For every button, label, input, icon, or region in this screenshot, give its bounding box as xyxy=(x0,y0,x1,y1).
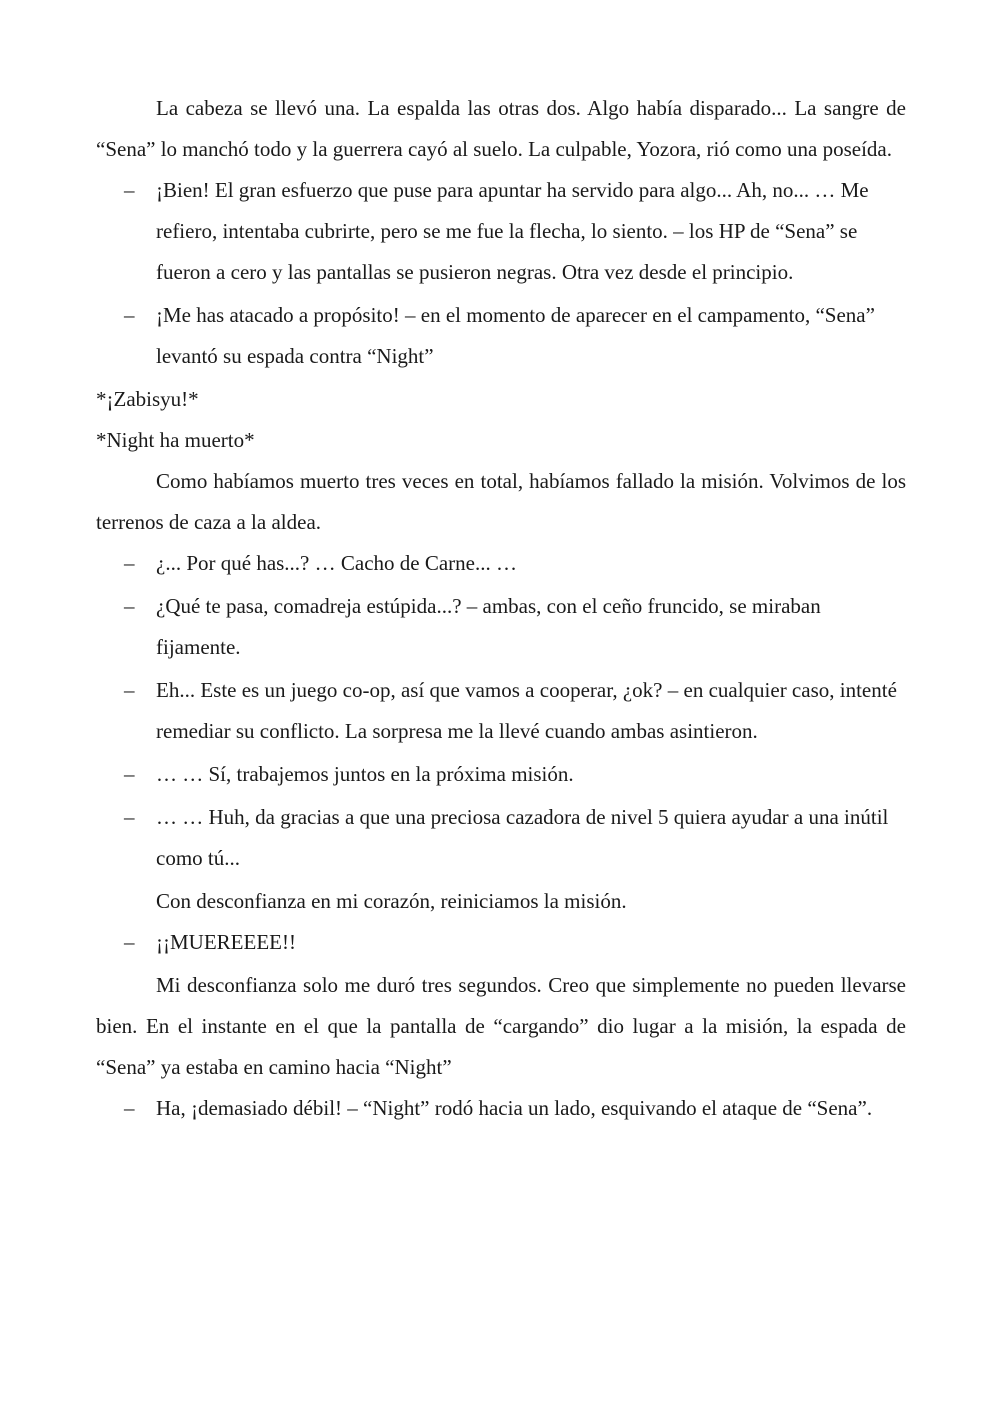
dialog-dash: – xyxy=(124,762,135,786)
dialog-text: … … Sí, trabajemos juntos en la próxima misión. xyxy=(156,762,574,786)
document-page xyxy=(96,88,906,1131)
game-message-line: *Night ha muerto* xyxy=(96,428,255,452)
dialog-dash: – xyxy=(124,805,135,829)
dialog-text: ¡Me has atacado a propósito! – en el momento de aparecer en el campamento, “Sena” levantó su espada contra “Night” xyxy=(156,303,875,368)
dialog-line xyxy=(96,754,906,795)
dialog-line xyxy=(96,586,906,668)
dialog-dash: – xyxy=(124,551,135,575)
narrative-paragraph: Mi desconfianza solo me duró tres segundos. Creo que simplemente no pueden llevarse bien. En el instante en el que la pantalla de “cargando” dio lugar a la misión, la espada de “Sena” ya estaba en camino hacia “Night” xyxy=(96,973,906,1079)
dialog-line xyxy=(96,170,906,293)
dialog-dash: – xyxy=(124,303,135,327)
dialog-line xyxy=(96,922,906,963)
dialog-dash: – xyxy=(124,594,135,618)
dialog-text: ¡¡MUEREEEE!! xyxy=(156,930,296,954)
dialog-dash: – xyxy=(124,1096,135,1120)
dialog-line xyxy=(96,670,906,752)
dialog-text: Eh... Este es un juego co-op, así que vamos a cooperar, ¿ok? – en cualquier caso, intenté remediar su conflicto. La sorpresa me la llevé cuando ambas asintieron. xyxy=(156,678,897,743)
dialog-line xyxy=(96,543,906,584)
narrative-line: Con desconfianza en mi corazón, reiniciamos la misión. xyxy=(156,889,627,913)
dialog-text: ¿Qué te pasa, comadreja estúpida...? – ambas, con el ceño fruncido, se miraban fijamente. xyxy=(156,594,821,659)
narrative-paragraph: Como habíamos muerto tres veces en total, habíamos fallado la misión. Volvimos de los terrenos de caza a la aldea. xyxy=(96,469,906,534)
sound-effect-line: *¡Zabisyu!* xyxy=(96,387,199,411)
dialog-dash: – xyxy=(124,678,135,702)
dialog-dash: – xyxy=(124,178,135,202)
narrative-paragraph: La cabeza se llevó una. La espalda las otras dos. Algo había disparado... La sangre de “Sena” lo manchó todo y la guerrera cayó al suelo. La culpable, Yozora, rió como una poseída. xyxy=(96,96,906,161)
dialog-line xyxy=(96,797,906,879)
dialog-line xyxy=(96,1088,906,1129)
dialog-line xyxy=(96,295,906,377)
dialog-text: … … Huh, da gracias a que una preciosa cazadora de nivel 5 quiera ayudar a una inútil como tú... xyxy=(156,805,889,870)
dialog-text: Ha, ¡demasiado débil! – “Night” rodó hacia un lado, esquivando el ataque de “Sena”. xyxy=(156,1096,873,1120)
dialog-text: ¡Bien! El gran esfuerzo que puse para apuntar ha servido para algo... Ah, no... … Me refiero, intentaba cubrirte, pero se me fue la flecha, lo siento. – los HP de “Sena” se fueron a cero y las pantallas se pusieron negras. Otra vez desde el principio. xyxy=(156,178,869,284)
dialog-text: ¿... Por qué has...? … Cacho de Carne... … xyxy=(156,551,517,575)
dialog-dash: – xyxy=(124,930,135,954)
